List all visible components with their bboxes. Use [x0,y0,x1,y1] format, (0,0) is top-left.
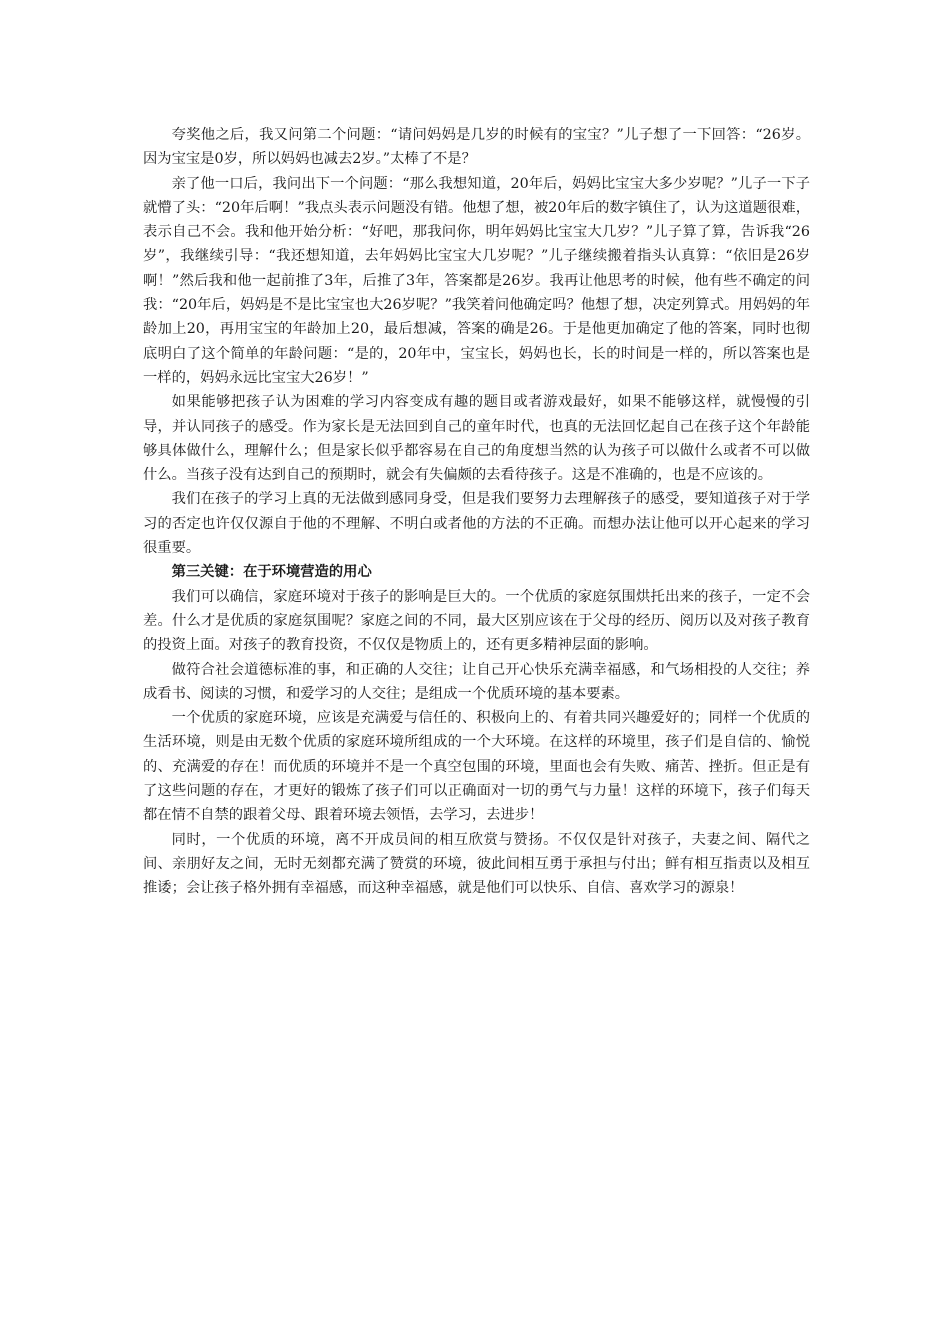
section-heading: 第三关键：在于环境营造的用心 [171,564,372,581]
paragraph: 做符合社会道德标准的事，和正确的人交往；让自己开心快乐充满幸福感，和气场相投的人交往；养成看书、阅读的习惯，和爱学习的人交往；是组成一个优质环境的基本要素。 [143,661,810,702]
document-body [143,123,810,901]
paragraph: 夸奖他之后，我又问第二个问题：“请问妈妈是几岁的时候有的宝宝？”儿子想了一下回答：“26岁。因为宝宝是0岁，所以妈妈也减去2岁。”太棒了不是？ [143,127,810,168]
paragraph: 我们可以确信，家庭环境对于孩子的影响是巨大的。一个优质的家庭氛围烘托出来的孩子，一定不会差。什么才是优质的家庭氛围呢？家庭之间的不同，最大区别应该在于父母的经历、阅历以及对孩子教育的投资上面。对孩子的教育投资，不仅仅是物质上的，还有更多精神层面的影响。 [143,588,810,654]
paragraph: 一个优质的家庭环境，应该是充满爱与信任的、积极向上的、有着共同兴趣爱好的；同样一个优质的生活环境，则是由无数个优质的家庭环境所组成的一个大环境。在这样的环境里，孩子们是自信的、愉悦的、充满爱的存在！而优质的环境并不是一个真空包围的环境，里面也会有失败、痛苦、挫折。但正是有了这些问题的存在，才更好的锻炼了孩子们可以正确面对一切的勇气与力量！这样的环境下，孩子们每天都在情不自禁的跟着父母、跟着环境去领悟，去学习，去进步！ [143,710,810,824]
paragraph: 如果能够把孩子认为困难的学习内容变成有趣的题目或者游戏最好，如果不能够这样，就慢慢的引导，并认同孩子的感受。作为家长是无法回到自己的童年时代，也真的无法回忆起自己在孩子这个年龄能够具体做什么，理解什么；但是家长似乎都容易在自己的角度想当然的认为孩子可以做什么或者不可以做什么。当孩子没有达到自己的预期时，就会有失偏颇的去看待孩子。这是不准确的，也是不应该的。 [143,394,810,484]
paragraph: 我们在孩子的学习上真的无法做到感同身受，但是我们要努力去理解孩子的感受，要知道孩子对于学习的否定也许仅仅源自于他的不理解、不明白或者他的方法的不正确。而想办法让他可以开心起来的学习很重要。 [143,491,810,557]
paragraph: 亲了他一口后，我问出下一个问题：“那么我想知道，20年后，妈妈比宝宝大多少岁呢？”儿子一下子就懵了头：“20年后啊！”我点头表示问题没有错。他想了想，被20年后的数字镇住了，认为这道题很难，表示自己不会。我和他开始分析：“好吧，那我问你，明年妈妈比宝宝大几岁？”儿子算了算，告诉我“26岁”，我继续引导：“我还想知道，去年妈妈比宝宝大几岁呢？”儿子继续搬着指头认真算：“依旧是26岁啊！”然后我和他一起前推了3年，后推了3年，答案都是26岁。我再让他思考的时候，他有些不确定的问我：“20年后，妈妈是不是比宝宝也大26岁呢？”我笑着问他确定吗？他想了想，决定列算式。用妈妈的年龄加上20，再用宝宝的年龄加上20，最后想减，答案的确是26。于是他更加确定了他的答案，同时也彻底明白了这个简单的年龄问题：“是的，20年中，宝宝长，妈妈也长，长的时间是一样的，所以答案也是一样的，妈妈永远比宝宝大26岁！” [143,175,810,386]
paragraph: 同时，一个优质的环境，离不开成员间的相互欣赏与赞扬。不仅仅是针对孩子，夫妻之间、隔代之间、亲朋好友之间，无时无刻都充满了赞赏的环境，彼此间相互勇于承担与付出；鲜有相互指责以及相互推诿；会让孩子格外拥有幸福感，而这种幸福感，就是他们可以快乐、自信、喜欢学习的源泉！ [143,831,810,897]
